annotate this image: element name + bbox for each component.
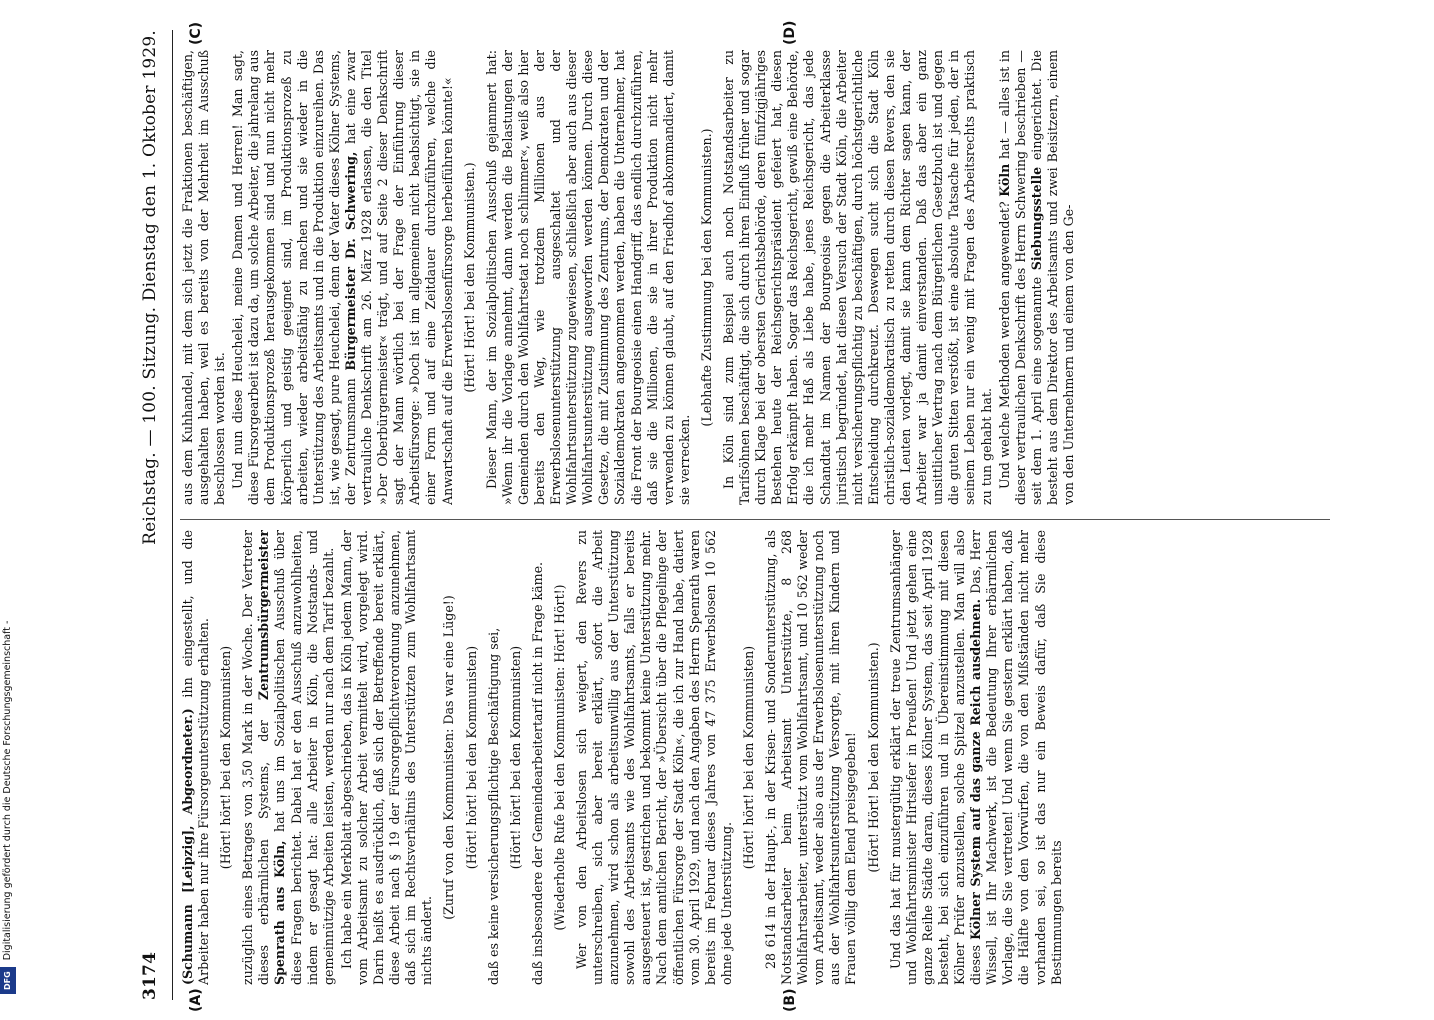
paragraph-text: Und nun diese Heuchelei, meine Damen und Herren! Man sagt, diese Fürsorgearbeit ist dazu da, um solche Arbeiter, die jahrelang aus dem Produktionsprozeß herausgekommen sind und nun nicht mehr körperlich und geistig geeignet sind, im Produktionsprozeß zu arbeiten, wieder arbeitsfähig zu machen und sie wieder in die Unterstützung des Arbeitsamts und in die Produktion einzureihen. Das ist, wie gesagt, pure Heuchelei, denn der Vater dieses Kölner Systems, der Zentrumsmann — [230, 50, 358, 505]
paragraph-text: hat uns im Sozialpolitischen Ausschuß über diese Fragen berichtet. Dabei hat er den Ausschuß anzuwohlheiten, indem er gesagt hat: alle Arbeiter in Köln, die Notstands- und gemeinnützige Arbeiten leisten, werden nur nach dem Tarif bezahlt. — [272, 530, 336, 985]
paragraph: aus dem Kuhhandel, mit dem sich jetzt die Fraktionen beschäftigen, ausgehalten haben, weil es bereits von der Mehrheit im Ausschuß beschlossen worden ist. — [180, 50, 228, 505]
paragraph: daß insbesondere der Gemeindearbeitertarif nicht in Frage käme. — [529, 561, 545, 985]
page-header — [140, 30, 180, 1000]
margin-marker-c: (C) — [188, 21, 204, 45]
remark: (Lebhafte Zustimmung bei den Kommunisten.) — [698, 128, 714, 427]
emphasis: Siebungsstelle — [1028, 166, 1044, 271]
paragraph: Dieser Mann, der im Sozialpolitischen Ausschuß gejammert hat: »Wenn ihr die Vorlage annehmt, dann werden die Belastungen der Gemeinden durch den Wohlfahrtsetat noch schlimmer«, weiß also hier bereits den Weg, wie trotzdem Millionen aus der Erwerbslosenunterstützung ausgeschaltet und der Wohlfahrtsunterstützung zugewiesen, schließlich aber auch aus dieser Wohlfahrtsunterstützung ausgeworfen werden können. Durch diese Gesetze, die mit Zustimmung des Zentrums, der Demokraten und der Sozialdemokraten angenommen werden, haben die Unternehmer, hat die Front der Bourgeoisie einen Handgriff, das endlich durchzuführen, daß sie die Millionen, die sie in ihrer Produktion nicht mehr verwenden zu können glaubt, auf den Friedhof abkommandiert, damit sie verrecken. — [483, 50, 692, 505]
dfg-logo: DFG — [0, 967, 16, 994]
remark: (Hört! hört! bei den Kommunisten) — [463, 645, 479, 870]
remark: (Hört! hört! bei den Kommunisten) — [507, 645, 523, 870]
credit-text: Digitalisierung gefördert durch die Deutsche Forschungsgemeinschaft - — [2, 620, 13, 961]
remark: (Hört! hört! bei den Kommunisten) — [218, 645, 234, 870]
remark: (Hört! Hört! bei den Kommunisten.) — [865, 642, 881, 873]
margin-marker-a: (A) — [188, 988, 204, 1012]
paragraph — [180, 530, 212, 985]
paragraph-text: hat eine zwar vertrauliche Denkschrift am 26. März 1928 erlassen, die den Titel »Der Oberbürgermeister« trägt, und auf Seite 2 dieser Denkschrift sagt der Mann wörtlich bei der Frage der Einführung dieser Arbeitsfürsorge: »Doch ist im allgemeinen nicht beabsichtigt, sie in einer Form und auf eine Zeitdauer durchzuführen, welche die Anwartschaft auf die Erwerbslosenfürsorge herbeiführen könnte!« — [342, 50, 455, 505]
paragraph-text: zuzüglich eines Betrages von 3,50 Mark in der Woche. Der Vertreter dieses erbärmlichen Systems, der — [240, 530, 272, 985]
paragraph: 28 614 in der Haupt-, in der Krisen- und Sonderunterstützung, als Notstandsarbeiter beim Arbeitsamt Unterstützte, 8 268 Wohlfahrtsarbeiter, unterstützt vom Wohlfahrtsamt, und 10 562 weder vom Arbeitsamt, weder also aus der Erwerbslosenunterstützung noch aus der Wohlfahrtsunterstützung Versorgte, mit ihren Kindern und Frauen völlig dem Elend preisgegeben! — [763, 530, 859, 985]
paragraph-text: Das, Herr Wissell, ist Ihr Machwerk, ist die Bedeutung Ihrer erbärmlichen Vorlage, die Sie vertreten! Und wenn Sie gestern erklärt haben, daß die Hälfte von den Vorwürfen, die von den Mißständen nicht mehr vorhanden sei, so ist das nur ein Beweis dafür, daß Sie diese Bestimmungen bereits — [968, 530, 1064, 985]
column-divider — [180, 519, 1330, 520]
paragraph-text: eingerichtet. Die besteht aus dem Direktor des Arbeitsamts und zwei Beisitzern, einem von den Unternehmern und einem von den Ge- — [1028, 50, 1076, 505]
margin-marker-b: (B) — [782, 988, 798, 1012]
emphasis: Köln — [996, 163, 1012, 197]
emphasis: Bürgermeister Dr. Schwering, — [342, 151, 358, 371]
paragraph: daß es keine versicherungspflichtige Beschäftigung sei, — [485, 627, 501, 985]
right-column — [180, 50, 1340, 505]
paragraph-text: Und das hat für mustergültig erklärt der treue Zentrumsanhänger und Wohlfahrtsminister Hirtsiefer in Preußen! Und jetzt gehen eine ganze Reihe Städte daran, dieses Kölner System, das seit April 1928 besteht, bei sich einzuführen und in Übereinstimmung mit diesen Kölner Prüfer anzustellen, solche Spitzel anzustellen. Man will also dieses — [887, 530, 984, 985]
paragraph: In Köln sind zum Beispiel auch noch Notstandsarbeiter zu Tarifsöhnen beschäftigt, die sich durch ihren Einfluß früher und sogar durch Klage bei der obersten Gerichtsbehörde, deren fünfzigjähriges Bestehen heute der Reichsgerichtspräsident gefeiert hat, diesen Erfolg erkämpft haben. Sogar das Reichsgericht, gewiß eine Behörde, die ich mehr Haß als Liebe habe, jenes Reichsgericht, das jede Schandtat im Namen der Bourgeoisie gegen die Arbeiterklasse juristisch begründet, hat diesen Versuch der Stadt Köln, die Arbeiter nicht versicherungspflichtig zu beschäftigen, durch höchstgerichtliche Entscheidung durchkreuzt. Deswegen sucht sich die Stadt Köln christlich-sozialdemokratisch zu retten durch diesen Revers, den sie den Leuten vorlegt, damit sie kann dem Richter sagen kann, der Arbeiter war ja damit einverstanden. Daß das aber ein ganz unsittlicher Vertrag nach dem Bürgerlichen Gesetzbuch ist und gegen die guten Sitten verstößt, ist eine absolute Tatsache für jeden, der in seinem Leben nur ein wenig mit Fragen des Arbeitsrechts praktisch zu tun gehabt hat. — [721, 50, 994, 505]
speaker-label: (Schumann [Leipzig], Abgeordneter.) — [180, 708, 195, 985]
left-column — [180, 530, 1340, 985]
paragraph — [240, 530, 337, 985]
paragraph — [230, 50, 455, 505]
page-title: Reichstag. — 100. Sitzung. Dienstag den 1. Oktober 1929. — [140, 30, 160, 545]
paragraph-text: hat — alles ist in dieser vertraulichen Denkschrift des Herrn Schwering beschrieben — seit dem 1. April eine sogenannte — [996, 50, 1044, 505]
paragraph-text: ihn eingestellt, und die Arbeiter haben nur ihre Fürsorgeunterstützung erhalten. — [180, 530, 212, 985]
paragraph: Wer von den Arbeitslosen sich weigert, den Revers zu unterschreiben, sich aber bereit erklärt, sofort die Arbeit anzunehmen, wird schon als arbeitsunwillig aus der Unterstützung sowohl des Arbeitsamts wie des Wohlfahrtsamts, falls er bereits ausgesteuert ist, gestrichen und bekommt keine Unterstützung mehr. Nach dem amtlichen Bericht, der »Übersicht über die Pflegelinge der öffentlichen Fürsorge der Stadt Köln«, die ich zur Hand habe, datiert vom 30. April 1929, und nach den Angaben des Herrn Spenrath waren bereits im Februar dieses Jahres von 47 375 Erwerbslosen 10 562 ohne jede Unterstützung. — [573, 530, 734, 985]
margin-marker-d: (D) — [782, 20, 798, 45]
header-rule — [172, 30, 173, 1000]
remark: (Wiederholte Rufe bei den Kommunisten: Hört! Hört!) — [551, 584, 567, 931]
emphasis: Zentrumsbürgermeister Spenrath aus Köln, — [256, 530, 288, 985]
sidebar-credit — [0, 0, 14, 1000]
paragraph — [997, 50, 1077, 505]
paragraph-text: Und welche Methoden werden angewendet? — [996, 196, 1012, 489]
remark: (Hört! Hört! bei den Kommunisten.) — [461, 162, 477, 393]
document-page — [122, 10, 1352, 1020]
paragraph: Ich habe ein Merkblatt abgeschrieben, das in Köln jedem Mann, der vom Arbeitsamt zu solcher Arbeit vermittelt wird, vorgelegt wird. Darin heißt es ausdrücklich, daß sich der Betreffende bereit erklärt, diese Arbeit nach § 19 der Fürsorgepflichtverordnung anzunehmen, daß sich im Rechtsverhältnis des Unterstützten zum Wohlfahrtsamt nichts ändert. — [338, 530, 435, 985]
remark: (Hört! hört! bei den Kommunisten) — [740, 645, 756, 870]
paragraph — [888, 530, 1065, 985]
emphasis: Kölner System auf das ganze Reich ausdehnen. — [968, 598, 984, 940]
remark: (Zuruf von den Kommunisten: Das war eine Lüge!) — [441, 595, 457, 920]
page-number: 3174 — [140, 951, 160, 1000]
